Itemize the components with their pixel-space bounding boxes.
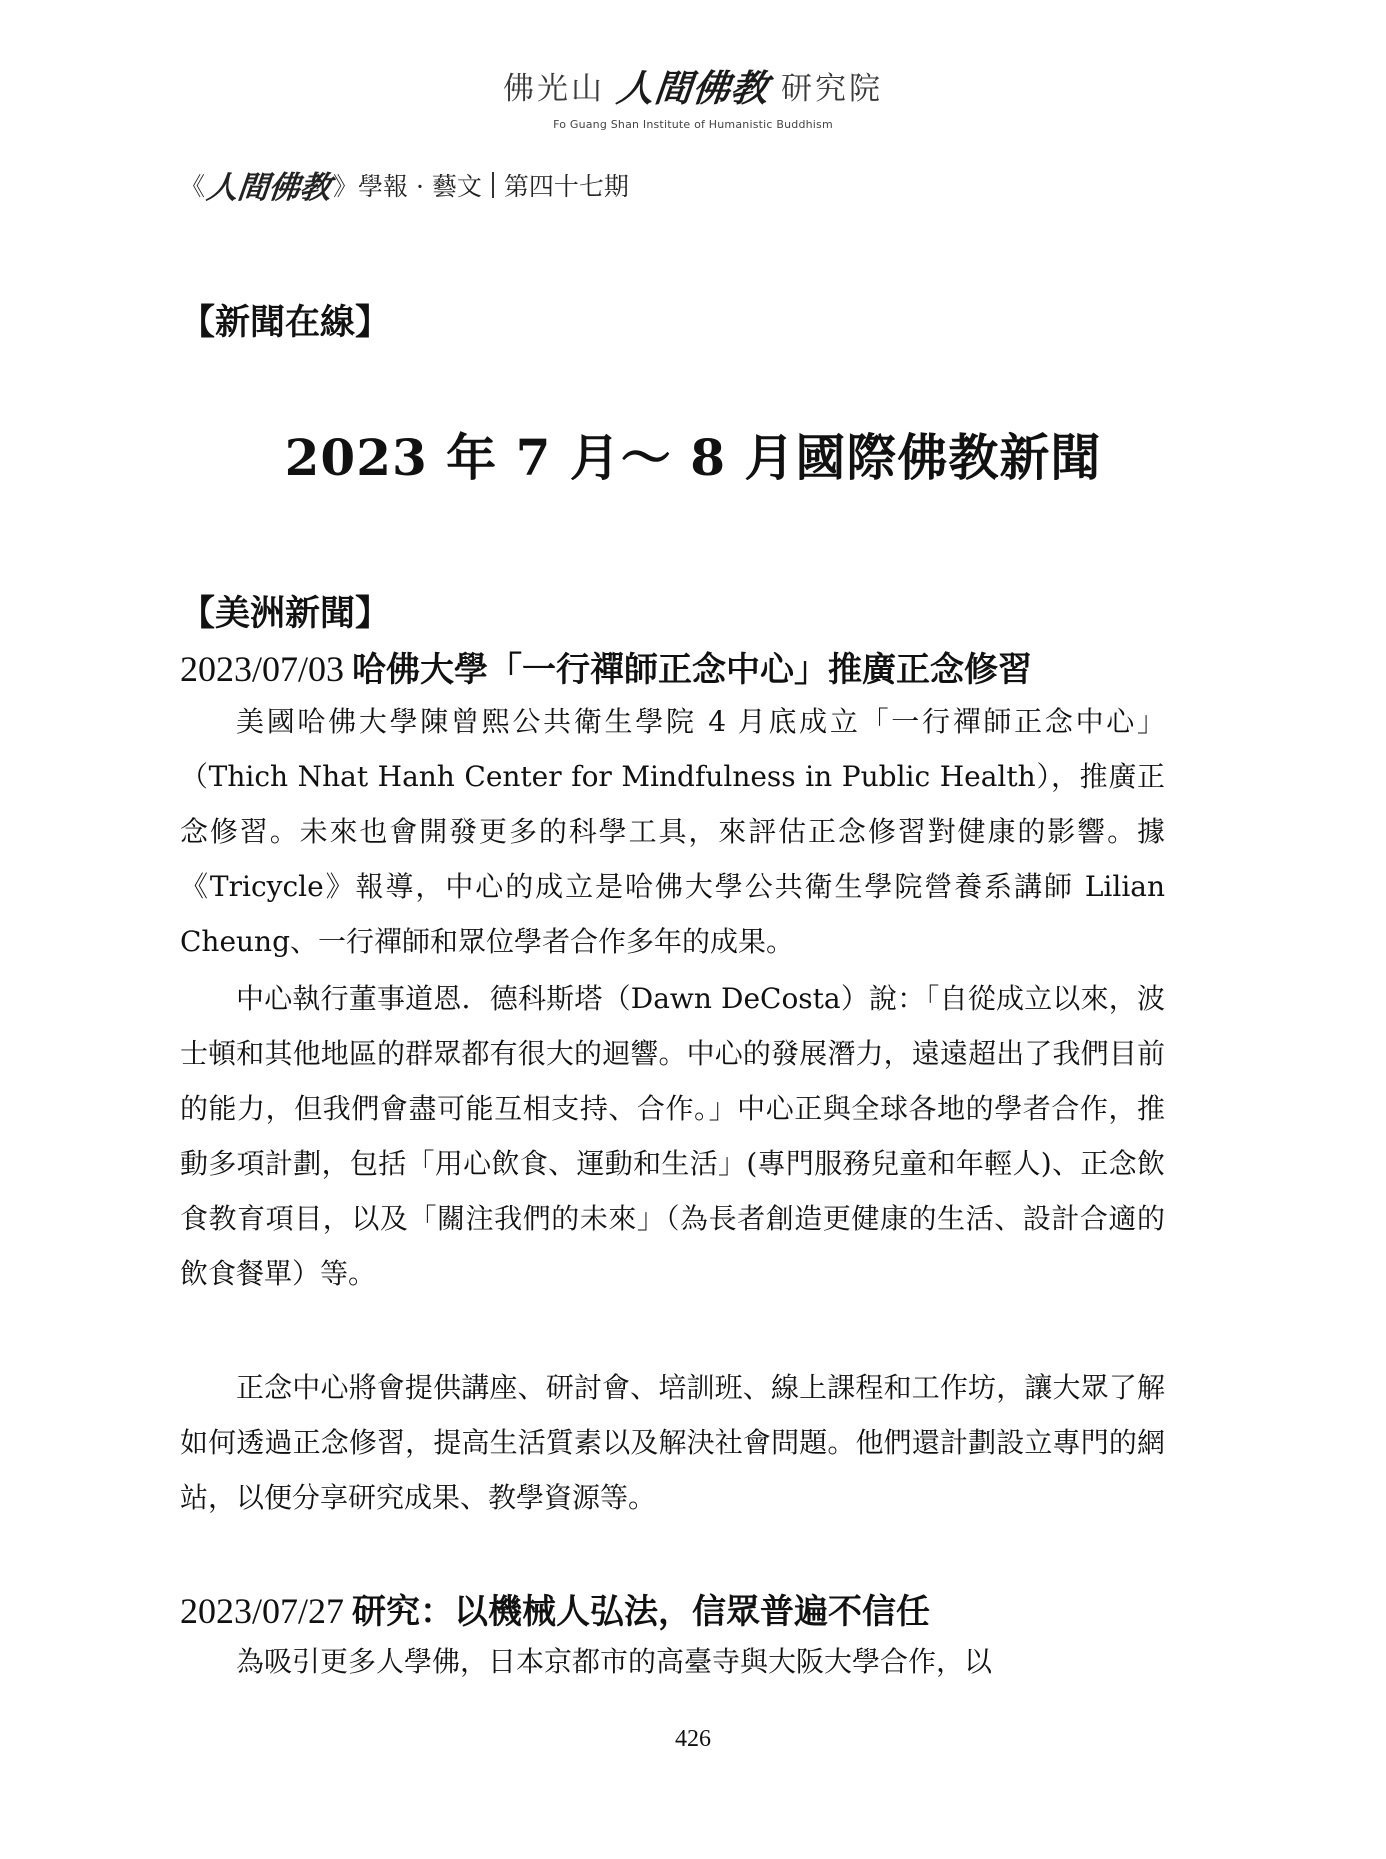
article-date: 2023/07/27 xyxy=(180,1591,345,1631)
institute-prefix: 佛光山 xyxy=(503,70,605,107)
article-paragraph: 中心執行董事道恩．德科斯塔（Dawn DeCosta）說：「自從成立以來，波士頓和其他地區的群眾都有很大的迴響。中心的發展潛力，遠遠超出了我們目前的能力，但我們會盡可能互相支持、合作。」中心正與全球各地的學者合作，推動多項計劃，包括「用心飲食、運動和生活」(專門服務兒童和年輕人)、正念飲食教育項目，以及「關注我們的未來」（為長者創造更健康的生活、設計合適的飲食餐單）等。 xyxy=(180,982,1165,1290)
article-headline: 哈佛大學「一行禪師正念中心」推廣正念修習 xyxy=(352,650,1033,690)
institute-logo-text: 人間佛教 xyxy=(614,66,771,110)
institute-suffix: 研究院 xyxy=(781,70,883,107)
journal-open-bracket: 《 xyxy=(180,171,206,201)
article-paragraph: 正念中心將會提供講座、研討會、培訓班、線上課程和工作坊，讓大眾了解如何透過正念修習，提高生活質素以及解決社會問題。他們還計劃設立專門的網站，以便分享研究成果、教學資源等。 xyxy=(180,1371,1165,1514)
article-paragraph: 為吸引更多人學佛，日本京都市的高臺寺與大阪大學合作，以 xyxy=(236,1645,993,1678)
journal-name-rest: 學報 · 藝文 xyxy=(358,171,482,201)
article-date: 2023/07/03 xyxy=(180,649,345,689)
journal-logo-text: 人間佛教 xyxy=(204,170,333,206)
article-heading xyxy=(180,642,1032,691)
section-tag: 【新聞在線】 xyxy=(180,302,391,343)
journal-issue: 第四十七期 xyxy=(503,171,629,201)
institute-header xyxy=(0,58,1386,131)
institute-english-name: Fo Guang Shan Institute of Humanistic Buddhism xyxy=(553,118,833,131)
region-tag: 【美洲新聞】 xyxy=(180,593,391,634)
article-headline: 研究：以機械人弘法，信眾普遍不信任 xyxy=(352,1592,931,1632)
journal-close-bracket: 》 xyxy=(333,171,359,201)
institute-name xyxy=(503,58,883,112)
journal-running-header xyxy=(180,162,629,207)
page-title: 2023 年 7 月～ 8 月國際佛教新聞 xyxy=(284,428,1102,487)
page-number: 426 xyxy=(675,1726,711,1752)
header-divider xyxy=(492,172,494,198)
article-heading xyxy=(180,1584,930,1633)
article-paragraph: 美國哈佛大學陳曾熙公共衛生學院 4 月底成立「一行禪師正念中心」（Thich Nhat Hanh Center for Mindfulness in Public Health），推廣正念修習。未來也會開發更多的科學工具，來評估正念修習對健康的影響。據《Tricycle》報導，中心的成立是哈佛大學公共衛生學院營養系講師 Lilian Cheung、一行禪師和眾位學者合作多年的成果。 xyxy=(180,705,1165,958)
